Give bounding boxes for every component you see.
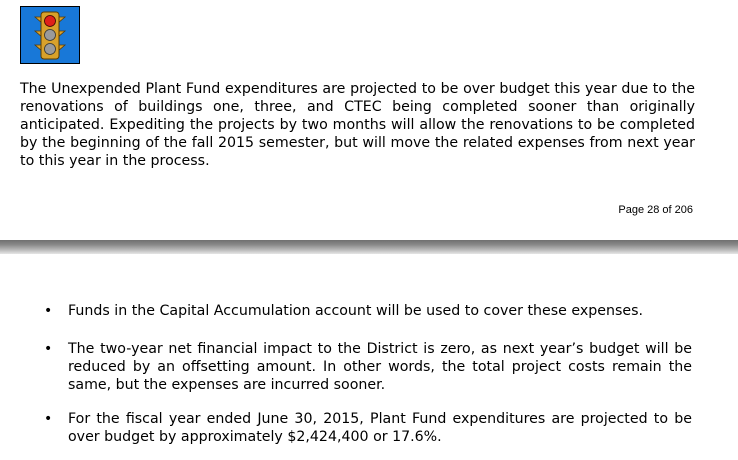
yellow-light-off — [45, 30, 56, 41]
bullet-dot-icon: • — [44, 341, 53, 357]
plant-fund-paragraph: The Unexpended Plant Fund expenditures are projected to be over budget this year due to the renovations of buildings one, three, and CTEC being completed sooner than originally anticipated. Expediting the projects by two months will allow the renovations to be completed by the beginning of the fall 2015 semester, but will move the related expenses from next year to this year in the process. — [20, 81, 695, 169]
bullet-text: The two-year net financial impact to the District is zero, as next year’s budget will be reduced by an offsetting amount. In other words, the total project costs remain the same, but the expenses are incurred sooner. — [68, 341, 692, 393]
green-light-off — [45, 44, 56, 55]
page-separator — [0, 240, 738, 254]
red-light — [45, 16, 56, 27]
bullet-dot-icon: • — [44, 411, 53, 427]
bullet-text: Funds in the Capital Accumulation account will be used to cover these expenses. — [68, 303, 644, 319]
bullet-dot-icon: • — [44, 303, 53, 319]
bullet-text: For the fiscal year ended June 30, 2015, Plant Fund expenditures are projected to be over budget by approximately $2,424,400 or 17.6%. — [68, 411, 692, 445]
traffic-light-icon — [20, 6, 80, 64]
page-number: Page 28 of 206 — [618, 204, 693, 216]
